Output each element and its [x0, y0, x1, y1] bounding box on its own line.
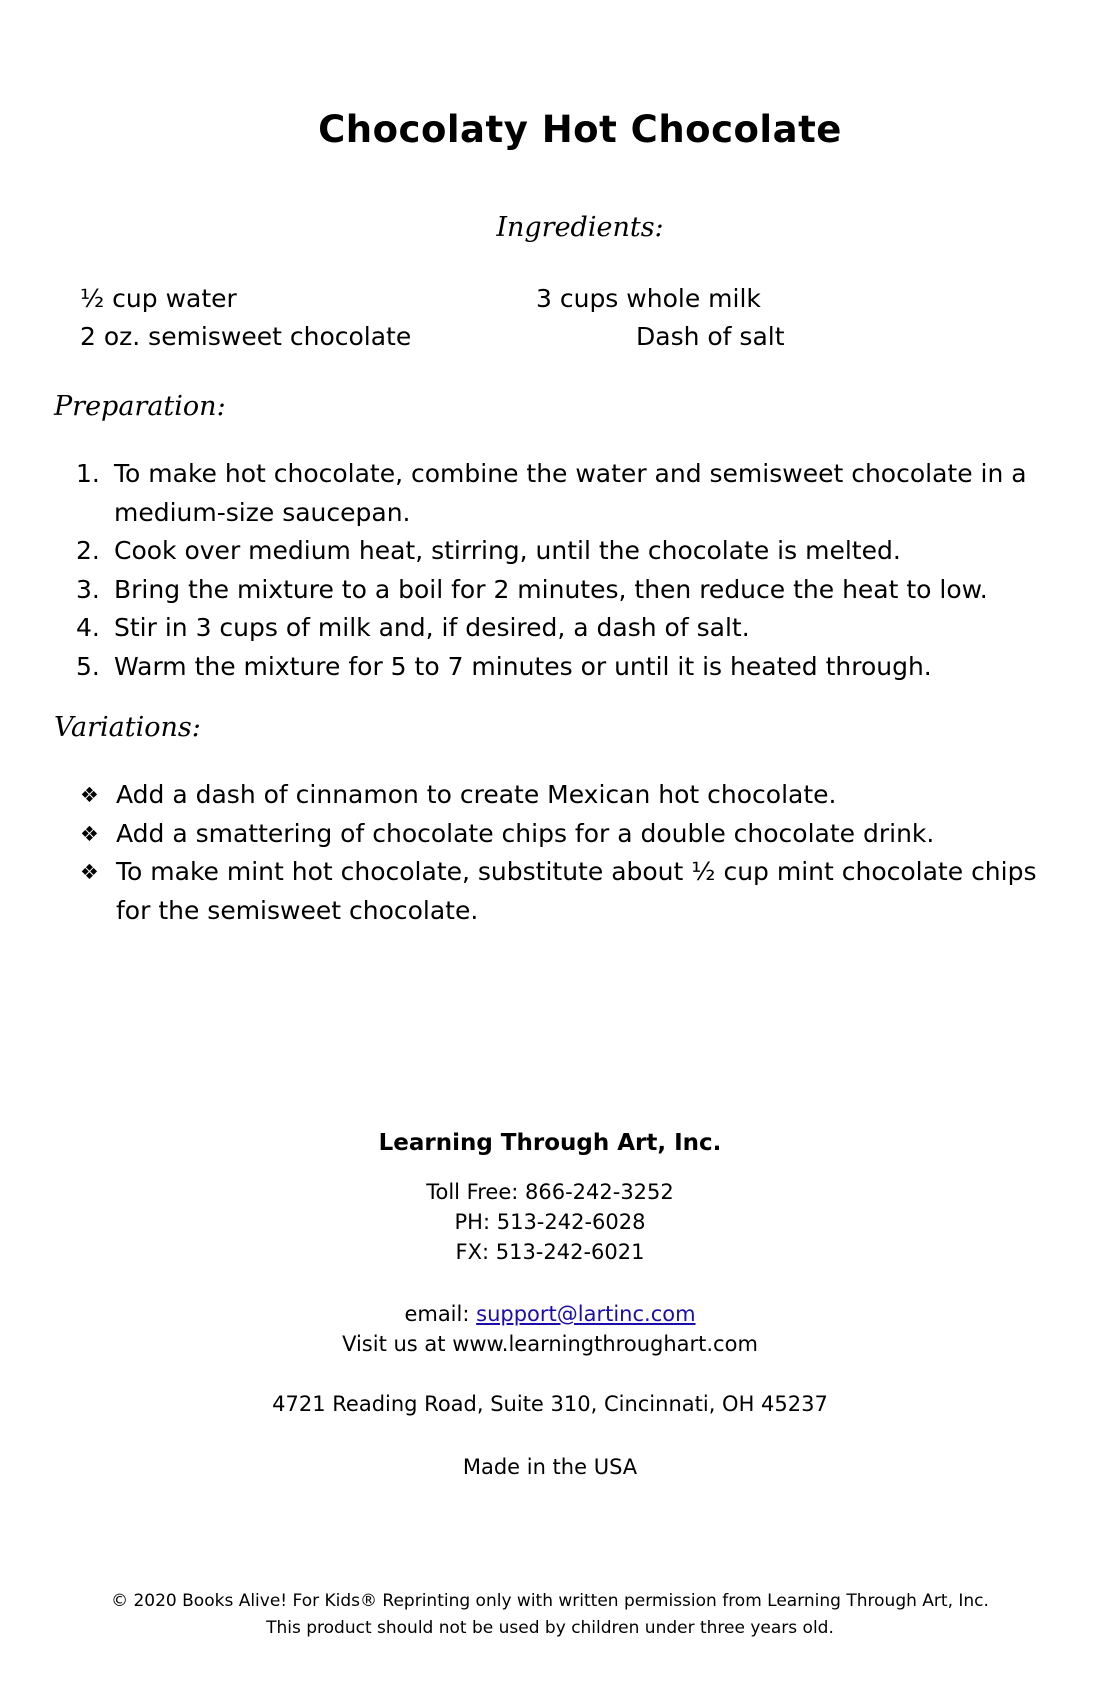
company-name: Learning Through Art, Inc. — [378, 1130, 722, 1156]
preparation-step — [76, 532, 1056, 571]
toll-free-number: Toll Free: 866-242-3252 — [426, 1180, 674, 1204]
ingredient-water: ½ cup water — [80, 284, 237, 313]
variations-heading: Variations: — [54, 712, 201, 743]
variation-item — [80, 815, 1070, 854]
ingredients-heading: Ingredients: — [496, 212, 664, 243]
variation-text: To make mint hot chocolate, substitute about ½ cup mint chocolate chips for the semisweet chocolate. — [116, 857, 1037, 925]
step-text: Warm the mixture for 5 to 7 minutes or until it is heated through. — [114, 651, 932, 681]
variation-text: Add a dash of cinnamon to create Mexican hot chocolate. — [116, 780, 837, 809]
variation-item — [80, 776, 1070, 815]
preparation-steps — [76, 455, 1056, 686]
address-line: 4721 Reading Road, Suite 310, Cincinnati, OH 45237 — [272, 1392, 828, 1416]
ingredient-chocolate: 2 oz. semisweet chocolate — [80, 322, 412, 351]
step-number: 1. — [76, 459, 100, 488]
age-warning: This product should not be used by children under three years old. — [266, 1618, 834, 1638]
preparation-step — [76, 571, 1056, 610]
ingredient-milk: 3 cups whole milk — [536, 284, 761, 313]
copyright-notice: © 2020 Books Alive! For Kids® Reprinting only with written permission from Learning Through Art, Inc. — [111, 1591, 989, 1611]
recipe-title: Chocolaty Hot Chocolate — [318, 108, 842, 151]
website-line: Visit us at www.learningthroughart.com — [342, 1332, 758, 1356]
variation-item — [80, 853, 1070, 930]
preparation-heading: Preparation: — [54, 391, 226, 422]
email-label: email: — [404, 1302, 470, 1326]
phone-number: PH: 513-242-6028 — [454, 1210, 646, 1234]
step-number: 2. — [76, 536, 100, 565]
made-in-line: Made in the USA — [462, 1455, 638, 1479]
preparation-step — [76, 455, 1056, 532]
variations-list — [80, 776, 1070, 930]
preparation-step — [76, 609, 1056, 648]
step-text: To make hot chocolate, combine the water and semisweet chocolate in a medium-size saucepan. — [114, 459, 1027, 527]
diamond-bullet-icon: ❖ — [80, 821, 99, 846]
diamond-bullet-icon: ❖ — [80, 860, 99, 884]
fax-number: FX: 513-242-6021 — [455, 1240, 645, 1264]
preparation-step — [76, 648, 1056, 687]
ingredient-salt: Dash of salt — [636, 322, 785, 351]
step-text: Stir in 3 cups of milk and, if desired, a dash of salt. — [114, 613, 750, 642]
email-link[interactable]: support@lartinc.com — [476, 1302, 696, 1326]
step-number: 5. — [76, 651, 100, 681]
step-number: 3. — [76, 574, 100, 604]
step-number: 4. — [76, 613, 100, 642]
diamond-bullet-icon: ❖ — [80, 783, 99, 807]
step-text: Cook over medium heat, stirring, until the chocolate is melted. — [114, 536, 901, 565]
email-line — [0, 1299, 1100, 1329]
variation-text: Add a smattering of chocolate chips for a double chocolate drink. — [116, 818, 935, 848]
step-text: Bring the mixture to a boil for 2 minutes, then reduce the heat to low. — [114, 574, 988, 604]
